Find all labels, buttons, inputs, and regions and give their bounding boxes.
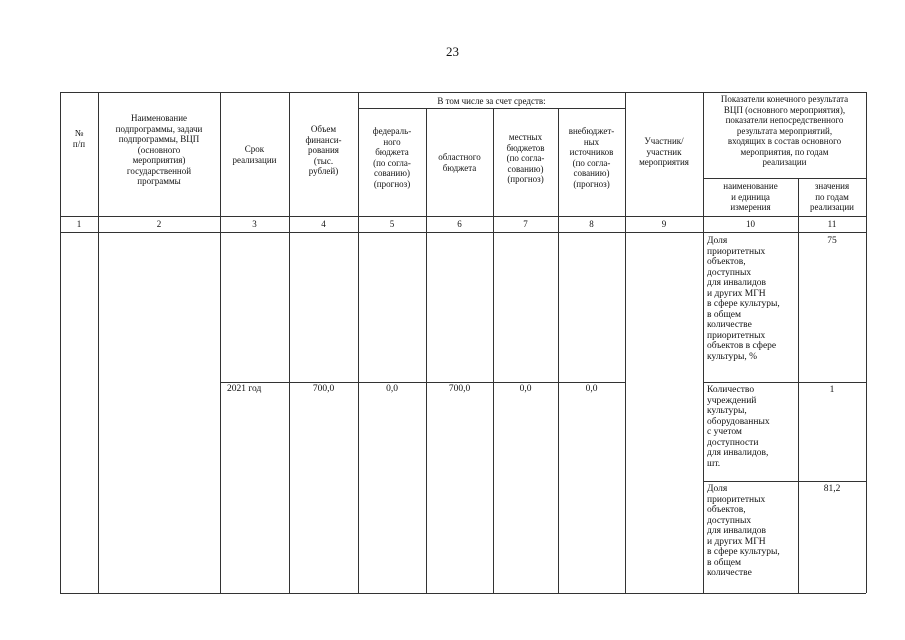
indicator-name: Доля приоритетных объектов, доступных для инвалидов и других МГН в сфере культуры, в общем количестве xyxy=(707,484,780,578)
col-number: 7 xyxy=(523,219,528,229)
indicator-value: 75 xyxy=(827,236,837,246)
row-term: 2021 год xyxy=(227,384,262,394)
header-num: № п/п xyxy=(72,128,86,149)
page-number: 23 xyxy=(446,44,459,59)
col-number: 6 xyxy=(457,219,462,229)
col-number: 3 xyxy=(252,219,257,229)
header-name: Наименование подпрограммы, задачи подпрограммы, ВЦП (основного мероприятия) государственной программы xyxy=(115,113,203,186)
row-extra: 0,0 xyxy=(585,384,598,394)
row-local: 0,0 xyxy=(519,384,532,394)
col-number: 5 xyxy=(389,219,395,229)
header-sources-group: В том числе за счет средств: xyxy=(437,96,546,106)
header-local: местных бюджетов (по согла- сованию) (прогноз) xyxy=(506,132,545,184)
row-regional: 700,0 xyxy=(448,384,471,394)
col-number: 8 xyxy=(589,219,594,229)
header-regional: областного бюджета xyxy=(438,152,481,173)
header-indicator-name: наименование и единица измерения xyxy=(723,181,778,212)
header-term: Срок реализации xyxy=(232,144,277,165)
indicator-value: 81,2 xyxy=(823,484,841,494)
header-indicator-value: значения по годам реализации xyxy=(810,181,854,212)
col-number: 4 xyxy=(321,219,326,229)
header-federal: федераль- ного бюджета (по согла- сованию) (прогноз) xyxy=(372,126,412,189)
col-number: 2 xyxy=(156,219,162,229)
header-participant: Участник/ участник мероприятия xyxy=(639,136,689,167)
indicator-value: 1 xyxy=(829,385,835,395)
header-volume: Объем финанси- рования (тыс. рублей) xyxy=(305,124,342,176)
header-indicators-group: Показатели конечного результата ВЦП (основного мероприятия), показатели непосредственного результата мероприятий, входящих в состав основного мероприятия, по годам реализации xyxy=(720,94,849,167)
row-volume: 700,0 xyxy=(312,384,335,394)
col-number: 11 xyxy=(827,219,837,229)
col-number: 10 xyxy=(746,219,755,229)
indicator-name: Количество учреждений культуры, оборудованных с учетом доступности для инвалидов, шт. xyxy=(707,385,770,469)
indicator-name: Доля приоритетных объектов, доступных для инвалидов и других МГН в сфере культуры, в общем количестве приоритетных объектов в сфере культуры, % xyxy=(707,236,780,362)
col-number: 9 xyxy=(661,219,667,229)
col-number: 1 xyxy=(76,219,82,229)
row-federal: 0,0 xyxy=(386,384,398,394)
header-extra: внебюджет- ных источников (по согла- сованию) (прогноз) xyxy=(568,126,615,189)
